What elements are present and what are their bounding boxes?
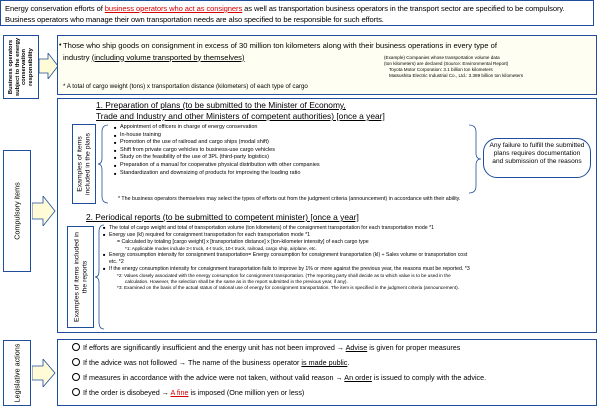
header-text-2: as well as transportation business operators in the transport sector are specified to be compulsory. Business operators who manage their own transportation needs are also specified to be responsible for such efforts. (5, 4, 565, 24)
plans-item: ■ Shift from private cargo vehicles to business-use cargo vehicles (114, 147, 320, 155)
subject-text-underlined: (including volume transported by themselves) (91, 52, 245, 62)
legislative-fine-highlight: A fine (170, 388, 189, 397)
legislative-highlight: An order (344, 373, 372, 382)
legislative-text: If measures in accordance with the advice were not taken, without valid reason → (83, 373, 345, 382)
example-box (384, 55, 596, 93)
subject-text: Those who ship goods on consignment in excess of 30 million ton kilometers along with their business operations in every type of industry (63, 41, 497, 62)
legislative-text: If the advice was not followed → The name of the business operator (83, 358, 302, 367)
plans-title (96, 100, 385, 122)
reports-item-detail: etc. *2 (109, 258, 124, 265)
legislative-text: is given for proper measures (367, 343, 461, 352)
example-line-3: Toyota Motor Corporation: 3.1 billion ton kilometers (389, 67, 493, 72)
reports-item-detail: = Calculated by totaling [cargo weight] x [transportation distance] x [ton-kilometer intensity] of each cargo type (117, 238, 369, 245)
circle-bullet-icon (72, 373, 80, 381)
legislative-arrow-icon (32, 359, 56, 387)
plans-title-line-2: Trade and Industry and other Ministers of competent authorities) [once a year] (96, 111, 385, 121)
plans-note: * The business operators themselves may select the types of efforts out from the judgment criteria (announcement) in accordance with their ability. (118, 196, 461, 202)
plans-item: ■ Promotion of the use of railroad and cargo ships (modal shift) (114, 139, 320, 147)
example-line-4: Matsushita Electric Industrial Co., Ltd.: 3.389 billion ton kilometers (389, 73, 524, 78)
reports-item-note: calculation. However, the selection shall be the same as in the report submitted in the previous year, if any). (125, 278, 348, 284)
legislative-label: Legislative actions (12, 343, 22, 403)
legislative-text: If the order is disobeyed → (83, 388, 171, 397)
legislative-highlight: Advise (345, 343, 368, 352)
plans-right-brace-icon (468, 124, 482, 194)
example-line-2: (ton kilometers) are declared (Source: Environmental Report) (384, 61, 509, 66)
plans-failure-note: Any failure to fulfill the submitted plans requires documentation and submission of the reasons (483, 138, 591, 178)
plans-item: ■ Preparation of a manual for cooperative physical distribution with other companies (114, 162, 320, 170)
reports-item: ■ Energy use (kl) required for consignment transportation for each transportation mode *1 (103, 232, 470, 239)
plans-item-list (114, 124, 320, 177)
header-highlight: business operators who act as consigners (104, 4, 243, 13)
header-box (0, 0, 594, 26)
reports-item-note: *2: Values closely associated with the energy consumption for consignment transportation. (The reporting party shall decide as to which value is to be used in the (117, 272, 451, 278)
reports-item-note: *1: Applicable modes include 2-t truck, 4-t truck, 10-t truck, railroad, cargo ship, airplane, etc. (125, 245, 317, 251)
plans-item: ■ Standardization and downsizing of products for improving the loading ratio (114, 170, 320, 178)
plans-title-line-1: 1. Preparation of plans (to be submitted to the Minister of Economy, (96, 100, 346, 110)
subject-main-text: • Those who ship goods on consignment in excess of 30 million ton kilometers along with their business operations in every type of industry (including volume transported by themselves) (59, 41, 497, 62)
reports-examples-label: Examples of items included in the reports (72, 232, 88, 322)
legislative-highlight: is made public (301, 358, 348, 367)
subject-footnote: * A total of cargo weight (tons) x transportation distance (kilometers) of each type of cargo (63, 83, 308, 90)
example-line-1: (Example) Companies whose transportation volume data (384, 55, 500, 60)
circle-bullet-icon (72, 358, 80, 366)
plans-item: ■ Appointment of officers in charge of energy conservation (114, 124, 320, 132)
reports-item-note: *3: Examined on the basis of the actual status of rational use of energy for consignment transportation. The item is specified in the judgment criteria (announcement). (117, 284, 460, 290)
legislative-text: If efforts are significantly insufficient and the energy unit has not been improved → (83, 343, 346, 352)
plans-examples-label-box (72, 124, 96, 204)
compulsory-label-box (3, 150, 31, 272)
legislative-item-fine (72, 388, 304, 397)
header-text-1: Energy conservation efforts of (5, 4, 105, 13)
legislative-item-public (72, 358, 349, 367)
plans-item: ■ In-house training (114, 132, 320, 140)
reports-item-list (103, 225, 470, 291)
subject-label-box (3, 35, 39, 99)
compulsory-arrow-icon (32, 196, 56, 226)
subject-label: Business operators subject to the energy conservation responsibility (7, 37, 34, 97)
legislative-text: is imposed (One million yen or less) (188, 388, 305, 397)
plans-bracket-icon (98, 124, 110, 204)
reports-title: 2. Periodical reports (to be submitted to competent minister) [once a year] (86, 212, 359, 222)
subject-arrow-icon (39, 53, 59, 79)
compulsory-label: Compulsory items (12, 182, 22, 240)
reports-examples-label-box (67, 226, 94, 328)
legislative-text: is issued to comply with the advice. (371, 373, 487, 382)
legislative-label-box (3, 340, 31, 406)
circle-bullet-icon (72, 343, 80, 351)
plans-examples-label: Examples of items included in the plans (76, 133, 91, 195)
legislative-item-order (72, 373, 486, 382)
circle-bullet-icon (72, 388, 80, 396)
reports-item: ■ The total of cargo weight and total of transportation volume (ton kilometers) of the consignment transportation for each transportation mode *1 (103, 225, 470, 232)
legislative-item-advise (72, 343, 460, 352)
reports-item: ■ If the energy consumption intensity for consignment transportation fails to improve by 1% or more against the previous year, the reasons must be reported. *3 (103, 266, 470, 273)
reports-item: ■ Energy consumption intensity for consignment transportation= Energy consumption for consignment transportation (kl) ÷ Sales volume or transportation cost (103, 252, 470, 259)
legislative-text: . (347, 358, 350, 367)
plans-item: ■ Study on the feasibility of the use of 3PL (third-party logistics) (114, 154, 320, 162)
